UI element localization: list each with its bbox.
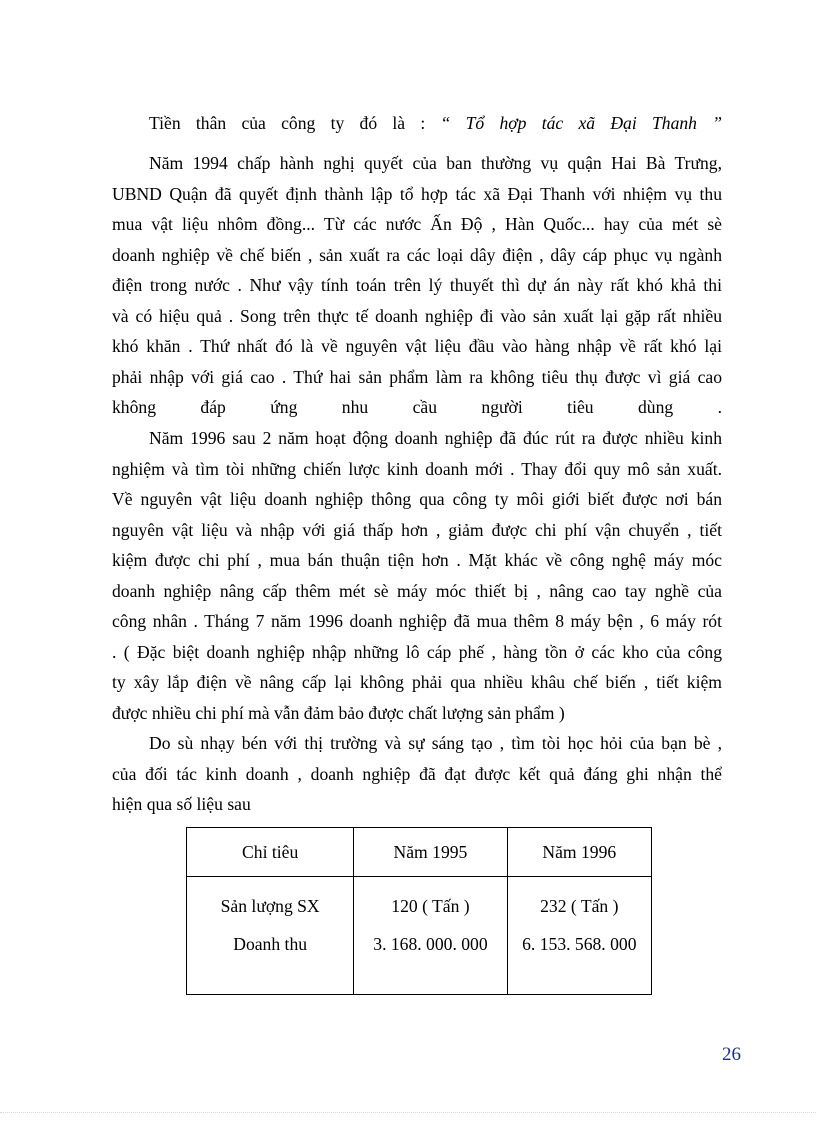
paragraph-line: phải nhập với giá cao . Thứ hai sản phẩm làm ra không tiêu thụ được vì giá cao: [112, 366, 722, 387]
paragraph-line: không đáp ứng nhu cầu người tiêu dùng .: [112, 397, 722, 417]
paragraph-line: và có hiệu quả . Song trên thực tế doanh nghiệp đi vào sản xuất lại gặp rất nhiều: [112, 305, 722, 326]
paragraph-line: hiện qua số liệu sau: [112, 794, 251, 814]
paragraph-line: doanh nghiệp nâng cấp thêm mét sè máy móc thiết bị , nâng cao tay nghề của: [112, 580, 722, 601]
indicator-output: Sản lượng SX: [220, 896, 320, 916]
column-header-1995: Năm 1995: [354, 828, 507, 877]
paragraph-line: công nhân . Tháng 7 năm 1996 doanh nghiệp đã mua thêm 8 máy bện , 6 máy rót: [112, 611, 722, 631]
paragraph-line: nghiệm và tìm tòi những chiến lược kinh doanh mới . Thay đổi quy mô sản xuất.: [112, 458, 722, 479]
indicator-revenue: Doanh thu: [233, 934, 308, 954]
paragraph-line: nguyên vật liệu và nhập với giá thấp hơn , giảm được chi phí vận chuyển , tiết: [112, 519, 722, 540]
column-header-indicator: Chỉ tiêu: [187, 828, 354, 877]
results-table: [186, 827, 652, 995]
paragraph-line: kiệm được chi phí , mua bán thuận tiện hơn . Mặt khác về công nghệ máy móc: [112, 550, 722, 570]
output-1995: 120 ( Tấn ): [391, 896, 470, 916]
revenue-1996: 6. 153. 568. 000: [522, 934, 637, 954]
paragraph-line: Về nguyên vật liệu doanh nghiệp thông qua công ty môi giới biết được nơi bán: [112, 489, 722, 509]
paragraph-line: Do sù nhạy bén với thị trường và sự sáng tạo , tìm tòi học hỏi của bạn bè ,: [149, 733, 722, 753]
paragraph-results: [112, 728, 722, 820]
table-row: [187, 877, 652, 995]
paragraph-line: được nhiều chi phí mà vẫn đảm bảo được chất lượng sản phẩm ): [112, 702, 565, 723]
table-cell-indicators: [187, 877, 354, 995]
footer-divider: [0, 1112, 816, 1113]
paragraph-1994: [112, 148, 722, 423]
paragraph-line: Năm 1994 chấp hành nghị quyết của ban thường vụ quận Hai Bà Trưng,: [149, 153, 722, 173]
paragraph-line: doanh nghiệp về chế biến , sản xuất ra các loại dây điện , dây cáp phục vụ ngành: [112, 244, 722, 265]
output-1996: 232 ( Tấn ): [540, 896, 619, 916]
paragraph-line: của đối tác kinh doanh , doanh nghiệp đã đạt được kết quả đáng ghi nhận thể: [112, 763, 722, 784]
paragraph-line: Năm 1996 sau 2 năm hoạt động doanh nghiệp đã đúc rút ra được nhiều kinh: [149, 428, 722, 448]
paragraph-line: mua vật liệu nhôm đồng... Từ các nước Ấn Độ , Hàn Quốc... hay của mét sè: [112, 214, 722, 234]
column-header-1996: Năm 1996: [507, 828, 651, 877]
paragraph-line: [112, 108, 722, 139]
paragraph-1996: [112, 423, 722, 728]
paragraph-intro: [112, 108, 722, 139]
intro-prefix: Tiền thân của công ty đó là :: [149, 113, 426, 133]
paragraph-line: điện trong nước . Như vậy tính toán trên lý thuyết thì dự án này rất khó khả thi: [112, 275, 722, 295]
revenue-1995: 3. 168. 000. 000: [373, 934, 488, 954]
paragraph-line: khó khăn . Thứ nhất đó là về nguyên vật liệu đầu vào hàng nhập về rất khó lại: [112, 336, 722, 356]
paragraph-line: UBND Quận đã quyết định thành lập tổ hợp tác xã Đại Thanh với nhiệm vụ thu: [112, 183, 722, 204]
table-cell-1996: [507, 877, 651, 995]
table-cell-1995: [354, 877, 507, 995]
table-header-row: [187, 828, 652, 877]
company-name-quote: “ Tổ hợp tác xã Đại Thanh ”: [440, 113, 723, 133]
paragraph-line: . ( Đặc biệt doanh nghiệp nhập những lô cáp phế , hàng tồn ở các kho của công: [112, 641, 722, 662]
page-number: 26: [722, 1044, 741, 1065]
paragraph-line: ty xây lắp điện về nâng cấp lại không phải qua nhiều khâu chế biến , tiết kiệm: [112, 672, 722, 692]
